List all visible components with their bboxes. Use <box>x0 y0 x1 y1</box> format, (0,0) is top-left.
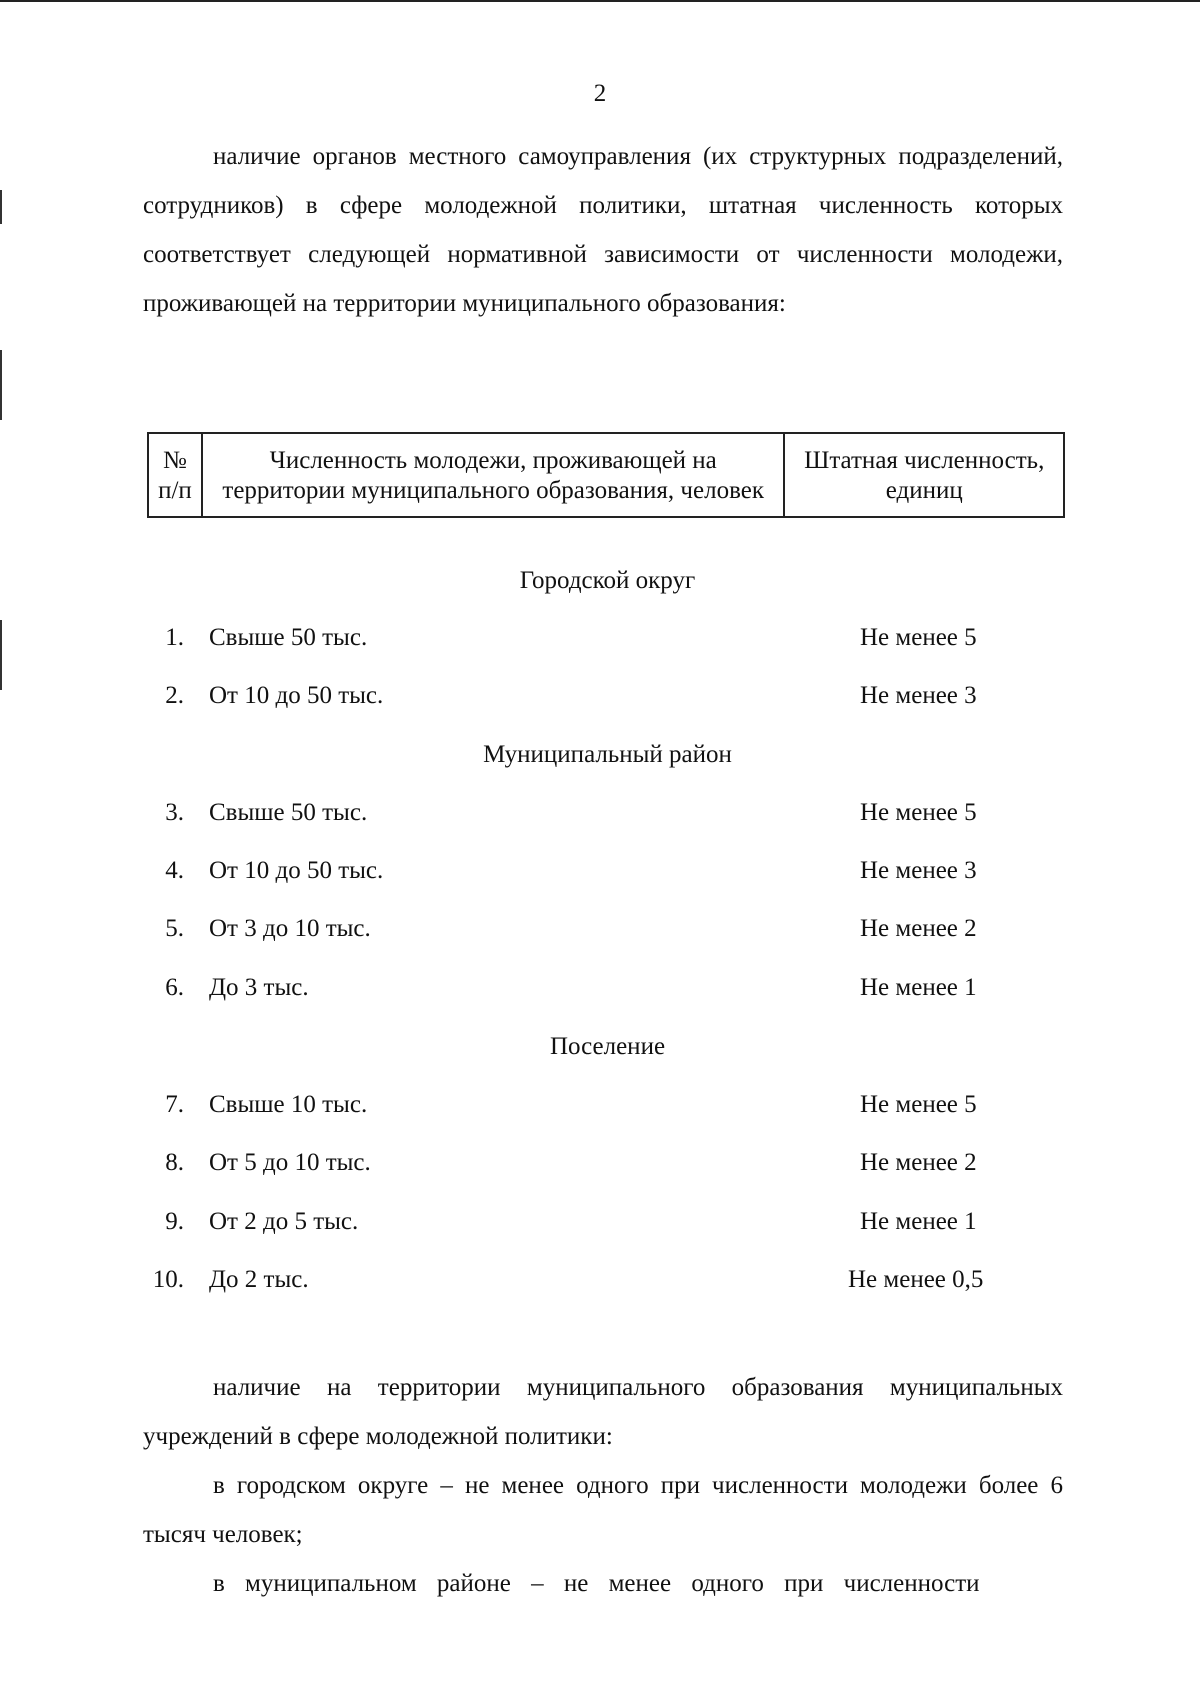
row-population-range: От 2 до 5 тыс. <box>209 1208 359 1235</box>
row-population-range: Свыше 50 тыс. <box>209 624 368 651</box>
table-row <box>0 1208 1200 1242</box>
table-row <box>0 1266 1200 1300</box>
header-staff-column: Штатная численность, единиц <box>784 433 1064 517</box>
row-number: 5. <box>165 915 184 942</box>
city-district-paragraph: в городском округе – не менее одного при численности молодежи более 6 тысяч человек; <box>143 1472 1063 1548</box>
section-title-settlement: Поселение <box>549 1033 666 1060</box>
staffing-table-header <box>147 432 1065 518</box>
row-staff-count: Не менее 5 <box>860 1091 977 1118</box>
row-staff-count: Не менее 2 <box>860 1149 977 1176</box>
row-population-range: Свыше 50 тыс. <box>209 799 368 826</box>
row-population-range: От 5 до 10 тыс. <box>209 1149 371 1176</box>
row-number: 2. <box>165 682 184 709</box>
row-staff-count: Не менее 5 <box>860 799 977 826</box>
table-header-row <box>148 433 1064 517</box>
row-number: 7. <box>165 1091 184 1118</box>
row-number: 10. <box>152 1266 184 1293</box>
row-population-range: От 3 до 10 тыс. <box>209 915 371 942</box>
table-row <box>0 1149 1200 1183</box>
row-population-range: До 3 тыс. <box>209 974 309 1001</box>
institutions-paragraph: наличие на территории муниципального образования муниципальных учреждений в сфере молодежной политики: <box>143 1374 1063 1450</box>
header-population-column: Численность молодежи, проживающей на территории муниципального образования, человек <box>202 433 785 517</box>
row-population-range: Свыше 10 тыс. <box>209 1091 368 1118</box>
table-row <box>0 1091 1200 1125</box>
row-staff-count: Не менее 5 <box>860 624 977 651</box>
header-number-column: № п/п <box>148 433 202 517</box>
row-staff-count: Не менее 1 <box>860 1208 977 1235</box>
row-number: 8. <box>165 1149 184 1176</box>
scan-margin-mark <box>0 350 2 420</box>
row-staff-count: Не менее 2 <box>860 915 977 942</box>
table-row <box>0 799 1200 833</box>
table-row <box>0 682 1200 716</box>
row-population-range: От 10 до 50 тыс. <box>209 682 384 709</box>
table-row <box>0 857 1200 891</box>
row-staff-count: Не менее 1 <box>860 974 977 1001</box>
table-row <box>0 624 1200 658</box>
row-number: 3. <box>165 799 184 826</box>
table-row <box>0 915 1200 949</box>
page-top-edge <box>0 0 1200 2</box>
row-population-range: От 10 до 50 тыс. <box>209 857 384 884</box>
table-row <box>0 974 1200 1008</box>
row-number: 9. <box>165 1208 184 1235</box>
row-number: 1. <box>165 624 184 651</box>
section-title-city-district: Городской округ <box>519 567 696 594</box>
municipal-district-paragraph: в муниципальном районе – не менее одного при численности <box>213 1570 980 1597</box>
intro-paragraph: наличие органов местного самоуправления (их структурных подразделений, сотрудников) в сфере молодежной политики, штатная численность которых соответствует следующей нормативной зависимости от численности молодежи, проживающей на территории муниципального образования: <box>143 143 1063 317</box>
row-staff-count: Не менее 3 <box>860 857 977 884</box>
row-number: 4. <box>165 857 184 884</box>
page-number: 2 <box>593 80 607 107</box>
section-title-municipal-district: Муниципальный район <box>483 741 732 768</box>
scan-margin-mark <box>0 190 2 224</box>
row-number: 6. <box>165 974 184 1001</box>
row-staff-count: Не менее 0,5 <box>848 1266 984 1293</box>
row-staff-count: Не менее 3 <box>860 682 977 709</box>
row-population-range: До 2 тыс. <box>209 1266 309 1293</box>
